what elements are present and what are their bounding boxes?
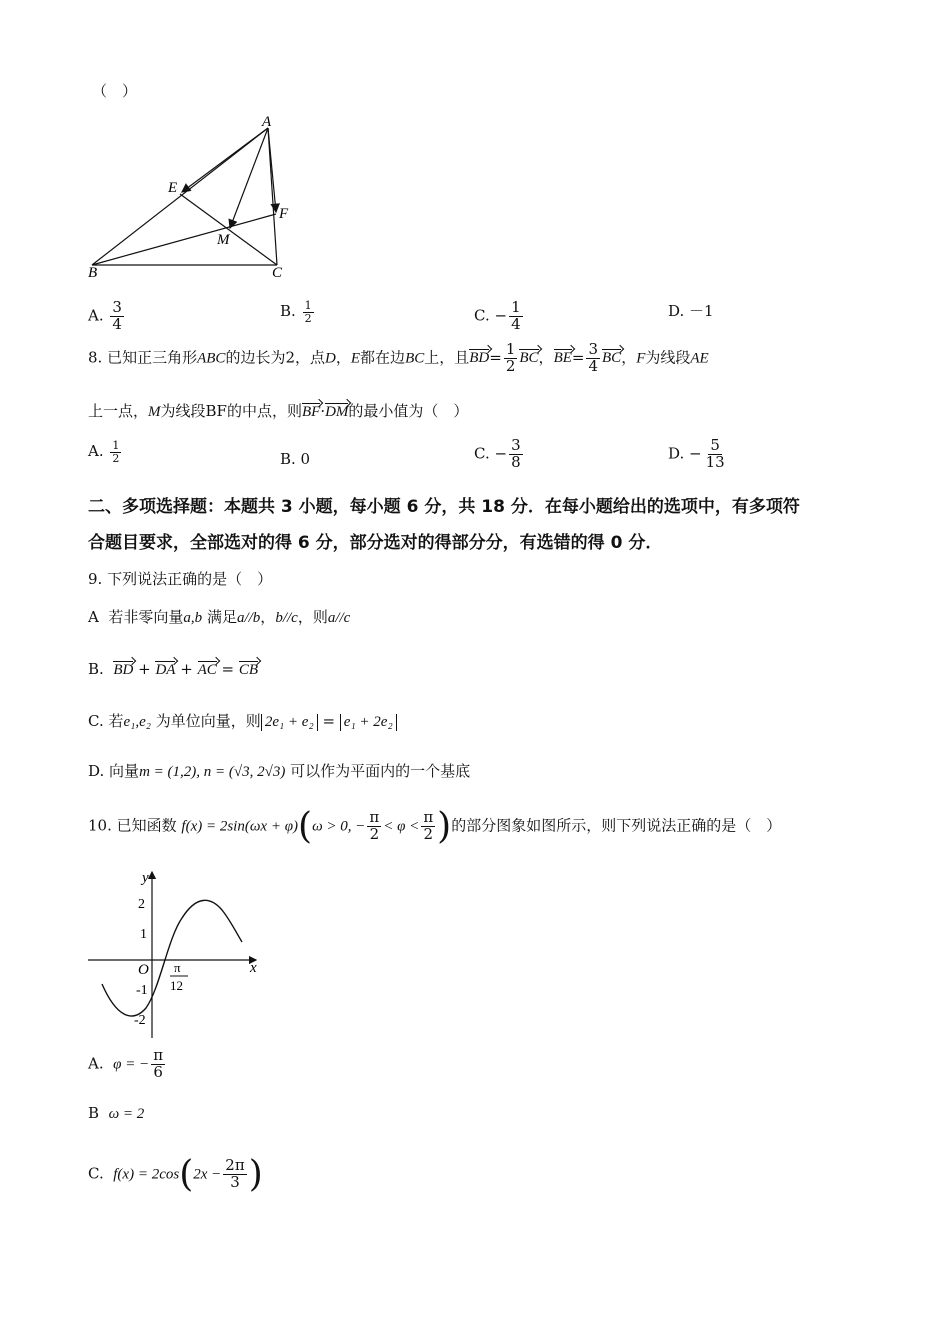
q8-option-b[interactable]: B. 0: [280, 450, 311, 468]
section2-heading-line1: 二、多项选择题：本题共 3 小题，每小题 6 分，共 18 分．在每小题给出的选项中，有多项符: [88, 497, 800, 517]
q10-option-a[interactable]: A. φ = − $\frac{\pi}{6}$: [88, 1046, 164, 1081]
q7-option-b[interactable]: B. $\frac{1}{2}$: [280, 299, 312, 325]
q10-sine-graph: [86, 866, 266, 1046]
label-F: F: [279, 206, 289, 222]
q8-option-a[interactable]: A. $\frac{1}{2}$: [88, 439, 120, 465]
q9-option-a[interactable]: A 若非零向量a,b 满足a//b，b//c，则a//c: [88, 608, 351, 626]
q9-option-d[interactable]: D. 向量m = (1,2), n = (√3, 2√3) 可以作为平面内的一个基底: [88, 762, 471, 780]
x-tick-den: 12: [170, 978, 183, 993]
origin-label: O: [138, 962, 149, 978]
q9-option-c[interactable]: C. 若e₁,e₂ 为单位向量，则 2e₁ + e₂ = e₁ + 2e₂: [88, 710, 397, 731]
q9-option-b[interactable]: B. BD + DA + AC = CB: [88, 660, 259, 678]
label-B: B: [88, 265, 98, 281]
q7-option-c[interactable]: C. − $\frac{1}{4}$: [474, 298, 521, 333]
q9-stem: 9. 下列说法正确的是（ ）: [88, 570, 273, 588]
q8-option-c[interactable]: C. − $\frac{3}{8}$: [474, 436, 521, 471]
y-tick-m1: -1: [136, 983, 148, 998]
q8-stem-line2: 上一点，M为线段BF的中点，则BF·DM的最小值为（ ）: [88, 402, 469, 420]
q8-stem-line1: 8. 已知正三角形ABC的边长为2，点D，E都在边BC上，且BD= $\frac{1}{2}$ BC，BE= $\frac{3}{4}$ BC，F为线段AE: [88, 340, 709, 375]
label-E: E: [168, 180, 178, 196]
y-axis-label: y: [142, 870, 149, 886]
label-C: C: [272, 265, 283, 281]
y-tick-m2: -2: [134, 1013, 146, 1028]
label-A: A: [262, 114, 272, 130]
q8-option-d[interactable]: D. − $\frac{5}{13}$: [668, 436, 725, 471]
q7-option-a[interactable]: A. $\frac{3}{4}$: [88, 298, 122, 333]
y-tick-2: 2: [138, 897, 145, 912]
x-axis-label: x: [250, 960, 257, 976]
section2-heading-line2: 合题目要求，全部选对的得 6 分，部分选对的得部分分，有选错的得 0 分．: [88, 533, 663, 553]
x-tick-num: π: [174, 960, 181, 975]
q7-answer-paren: （ ）: [92, 82, 138, 100]
q10-option-b[interactable]: B ω = 2: [88, 1104, 145, 1122]
label-M: M: [217, 232, 230, 248]
q10-stem: 10. 已知函数 f(x) = 2sin(ωx + φ)(ω > 0, − $\frac{\pi}{2}$ < φ < $\frac{\pi}{2}$ )的部分图象如图所示，则下列说法正确的是（ ）: [88, 806, 782, 847]
q10-option-c[interactable]: C. f(x) = 2cos(2x − $\frac{2\pi}{3}$ ): [88, 1154, 263, 1195]
q7-triangle-figure: [80, 112, 310, 282]
q7-option-d[interactable]: D. －1: [668, 302, 714, 320]
y-tick-1: 1: [140, 927, 147, 942]
